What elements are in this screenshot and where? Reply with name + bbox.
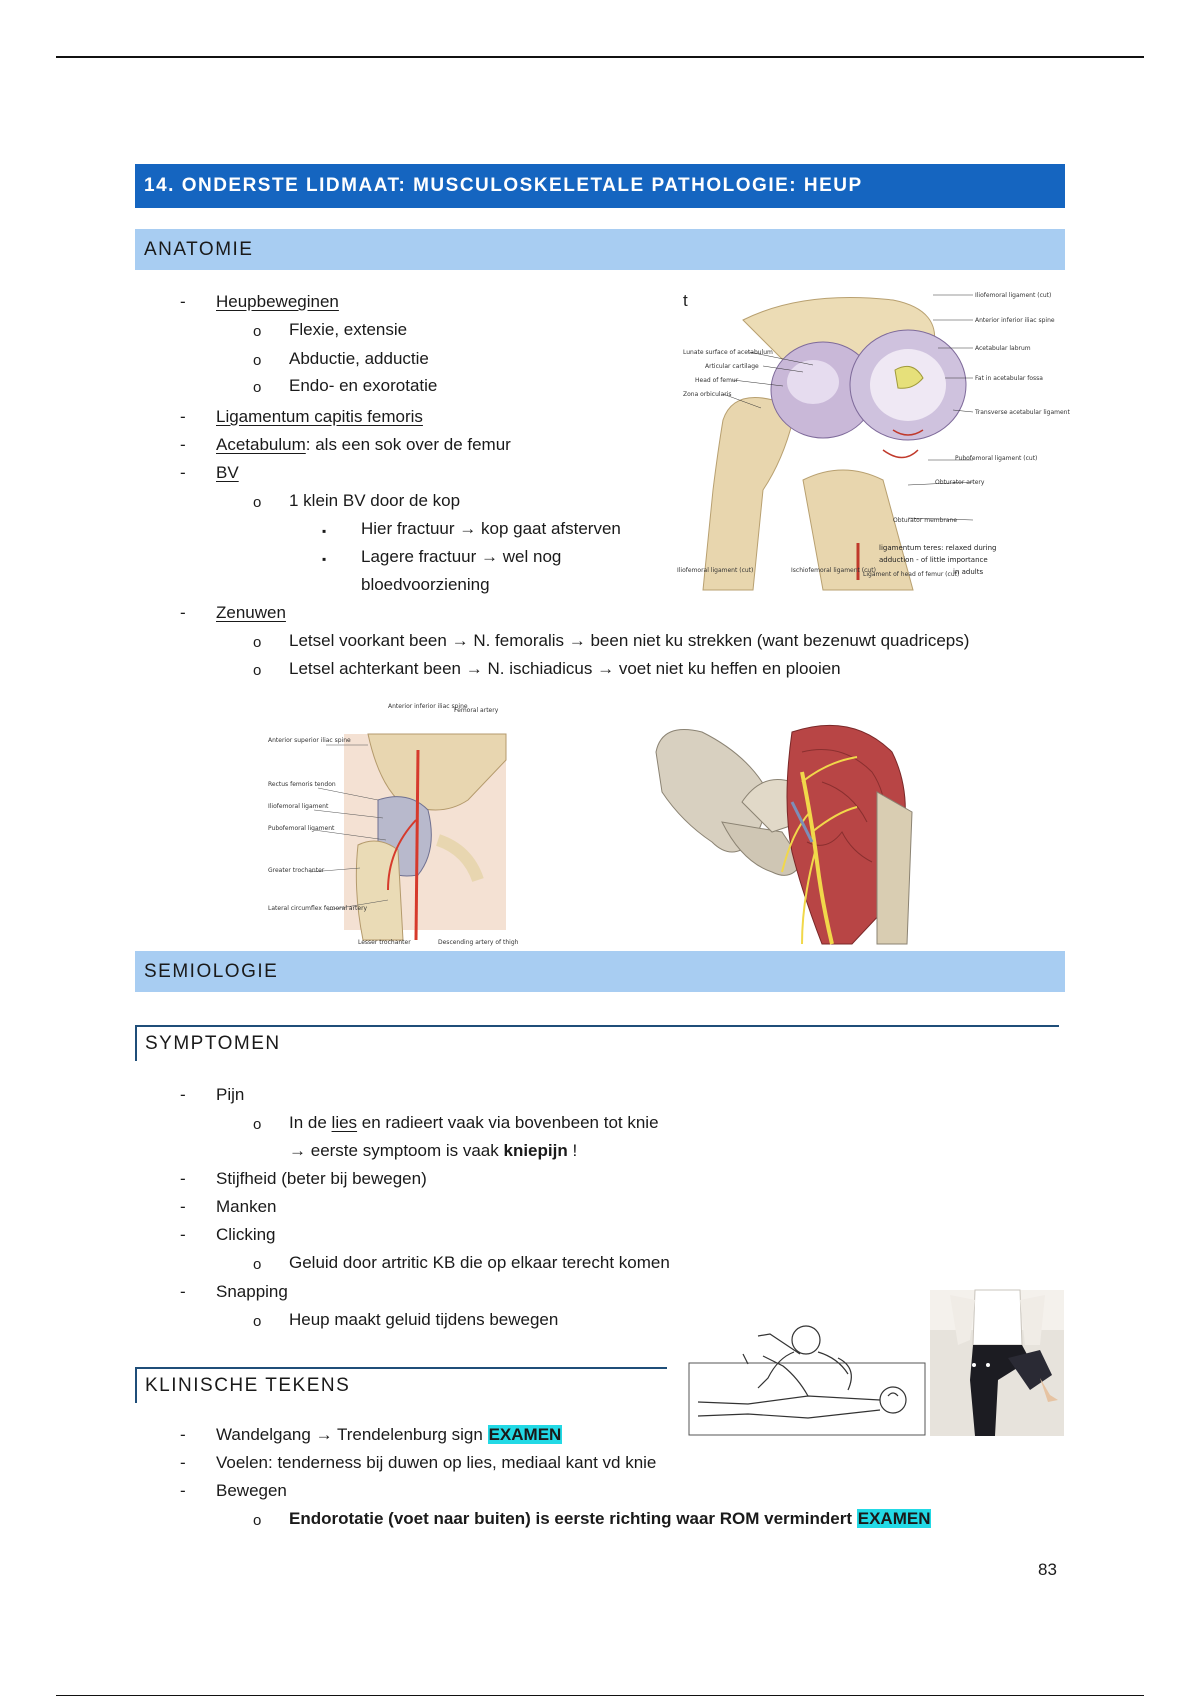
list-item: → eerste symptoom is vaak kniepijn !	[289, 1141, 578, 1160]
label-zona: Zona orbicularis	[683, 391, 732, 398]
teres-note-3: in adults	[953, 568, 984, 576]
list-item: Letsel achterkant been → N. ischiadicus → voet niet ku heffen en plooien	[289, 659, 841, 678]
circle-bullet: o	[253, 1256, 262, 1273]
zenuwen-text: Zenuwen	[216, 603, 286, 622]
dash-bullet: -	[180, 1453, 186, 1472]
list-item	[216, 435, 511, 455]
list-item: 1 klein BV door de kop	[289, 491, 461, 510]
label-aiis: Anterior inferior iliac spine	[975, 317, 1055, 324]
label-ligament-head: Ligament of head of femur (cut)	[863, 571, 960, 578]
teres-note-2: adduction - of little importance	[879, 556, 988, 564]
list-item: Flexie, extensie	[289, 320, 408, 339]
label-descending: Descending artery of thigh	[438, 939, 519, 946]
chapter-heading: 14. ONDERSTE LIDMAAT: MUSCULOSKELETALE PATHOLOGIE: HEUP	[135, 164, 1065, 208]
arrow-icon: →	[289, 1141, 306, 1160]
examen-badge: EXAMEN	[857, 1509, 931, 1528]
page-number: 83	[1038, 1560, 1057, 1579]
dash-bullet: -	[180, 292, 186, 311]
list-item: Heup maakt geluid tijdens bewegen	[289, 1310, 559, 1329]
dash-bullet: -	[180, 1197, 186, 1216]
list-item	[216, 603, 286, 623]
circle-bullet: o	[253, 494, 262, 511]
kniepijn-text: kniepijn	[503, 1141, 568, 1160]
label-labrum: Acetabular labrum	[975, 345, 1031, 352]
list-item	[216, 407, 423, 427]
circle-bullet: o	[253, 1512, 262, 1529]
list-item	[289, 1509, 931, 1529]
label-iliofemoral-2: Iliofemoral ligament	[268, 803, 329, 810]
list-item: Letsel voorkant been → N. femoralis → been niet ku strekken (want bezenuwt quadriceps)	[289, 631, 970, 650]
square-bullet: ▪	[322, 552, 327, 566]
list-item	[216, 292, 339, 312]
arrow-icon: →	[465, 659, 483, 678]
label-rectus: Rectus femoris tendon	[268, 781, 336, 788]
exam-drawing-figure	[688, 1318, 926, 1443]
hip-ligaments-figure	[268, 700, 518, 953]
label-fat: Fat in acetabular fossa	[975, 375, 1043, 382]
section-anatomie: ANATOMIE	[135, 229, 1065, 270]
heupbewegingen-text: Heupbeweginen	[216, 292, 339, 311]
label-ischiofemoral: Ischiofemoral ligament (cut)	[791, 567, 876, 574]
label-pubofemoral-2: Pubofemoral ligament	[268, 825, 335, 832]
endo-text: Endorotatie (voet naar buiten) is eerste richting waar ROM vermindert	[289, 1509, 853, 1528]
list-item: Clicking	[216, 1225, 276, 1244]
arrow-icon: →	[451, 631, 469, 650]
dash-bullet: -	[180, 1282, 186, 1301]
dash-bullet: -	[180, 407, 186, 426]
circle-bullet: o	[253, 1116, 262, 1133]
label-articular: Articular cartilage	[705, 363, 759, 370]
ligamentum-text: Ligamentum capitis femoris	[216, 407, 423, 426]
circle-bullet: o	[253, 379, 262, 396]
label-obturator-membrane: Obturator membrane	[893, 517, 958, 524]
list-item: Lagere fractuur → wel nog	[361, 547, 562, 566]
list-item: Hier fractuur → kop gaat afsterven	[361, 519, 621, 538]
list-item: bloedvoorziening	[361, 575, 490, 594]
list-item: Voelen: tenderness bij duwen op lies, mediaal kant vd knie	[216, 1453, 657, 1472]
circle-bullet: o	[253, 323, 262, 340]
lies-text: lies	[331, 1113, 358, 1132]
label-lunate: Lunate surface of acetabulum	[683, 349, 773, 356]
section-semiologie: SEMIOLOGIE	[135, 951, 1065, 992]
list-item: Manken	[216, 1197, 277, 1216]
label-head: Head of femur	[695, 377, 739, 384]
subsection-klinische-tekens: KLINISCHE TEKENS	[135, 1367, 667, 1403]
list-item: Wandelgang → Trendelenburg sign EXAMEN	[216, 1425, 562, 1444]
label-pubofemoral: Pubofemoral ligament (cut)	[955, 455, 1038, 462]
label-iliofemoral-bottom: Iliofemoral ligament (cut)	[677, 567, 754, 574]
footer-rule	[56, 1695, 1144, 1696]
dash-bullet: -	[180, 1481, 186, 1500]
circle-bullet: o	[253, 352, 262, 369]
acetabulum-text: Acetabulum	[216, 435, 306, 454]
dash-bullet: -	[180, 1169, 186, 1188]
dash-bullet: -	[180, 603, 186, 622]
label-transverse: Transverse acetabular ligament	[975, 409, 1070, 416]
arrow-icon: →	[481, 547, 499, 566]
label-asis: Anterior superior iliac spine	[268, 737, 351, 744]
label-circumflex: Lateral circumflex femoral artery	[268, 905, 368, 912]
list-item: Bewegen	[216, 1481, 287, 1500]
arrow-icon: →	[597, 659, 615, 678]
label-obturator-artery: Obturator artery	[935, 479, 985, 486]
circle-bullet: o	[253, 1313, 262, 1330]
label-trochanter: Greater trochanter	[268, 867, 325, 874]
dash-bullet: -	[180, 463, 186, 482]
list-item: Abductie, adductie	[289, 349, 429, 368]
hip-joint-figure	[677, 290, 1070, 595]
acetabulum-rest: : als een sok over de femur	[305, 435, 511, 454]
list-item: In de lies en radieert vaak via bovenbeen tot knie	[289, 1113, 659, 1132]
list-item	[216, 463, 239, 483]
patient-photo-figure	[930, 1290, 1064, 1441]
dash-bullet: -	[180, 1085, 186, 1104]
dash-bullet: -	[180, 435, 186, 454]
list-item: Geluid door artritic KB die op elkaar terecht komen	[289, 1253, 670, 1272]
figure-marker: t	[683, 291, 688, 310]
list-item: Stijfheid (beter bij bewegen)	[216, 1169, 427, 1188]
examen-badge: EXAMEN	[488, 1425, 562, 1444]
bv-text: BV	[216, 463, 239, 482]
header-rule	[56, 56, 1144, 58]
arrow-icon: →	[459, 519, 477, 538]
circle-bullet: o	[253, 634, 262, 651]
dash-bullet: -	[180, 1425, 186, 1444]
arrow-icon: →	[315, 1425, 333, 1444]
list-item: Pijn	[216, 1085, 245, 1104]
teres-note-1: ligamentum teres: relaxed during	[879, 544, 997, 552]
list-item: Snapping	[216, 1282, 288, 1301]
label-iliofemoral-top: Iliofemoral ligament (cut)	[975, 292, 1052, 299]
arrow-icon: →	[568, 631, 586, 650]
subsection-symptomen: SYMPTOMEN	[135, 1025, 1059, 1061]
label-aiis-2: Anterior inferior iliac spine	[388, 703, 468, 710]
circle-bullet: o	[253, 662, 262, 679]
dash-bullet: -	[180, 1225, 186, 1244]
label-femoral-artery: Femoral artery	[454, 707, 499, 714]
square-bullet: ▪	[322, 524, 327, 538]
label-lesser-trochanter: Lesser trochanter	[358, 939, 411, 946]
pelvis-nerves-figure	[652, 712, 922, 949]
list-item: Endo- en exorotatie	[289, 376, 438, 395]
